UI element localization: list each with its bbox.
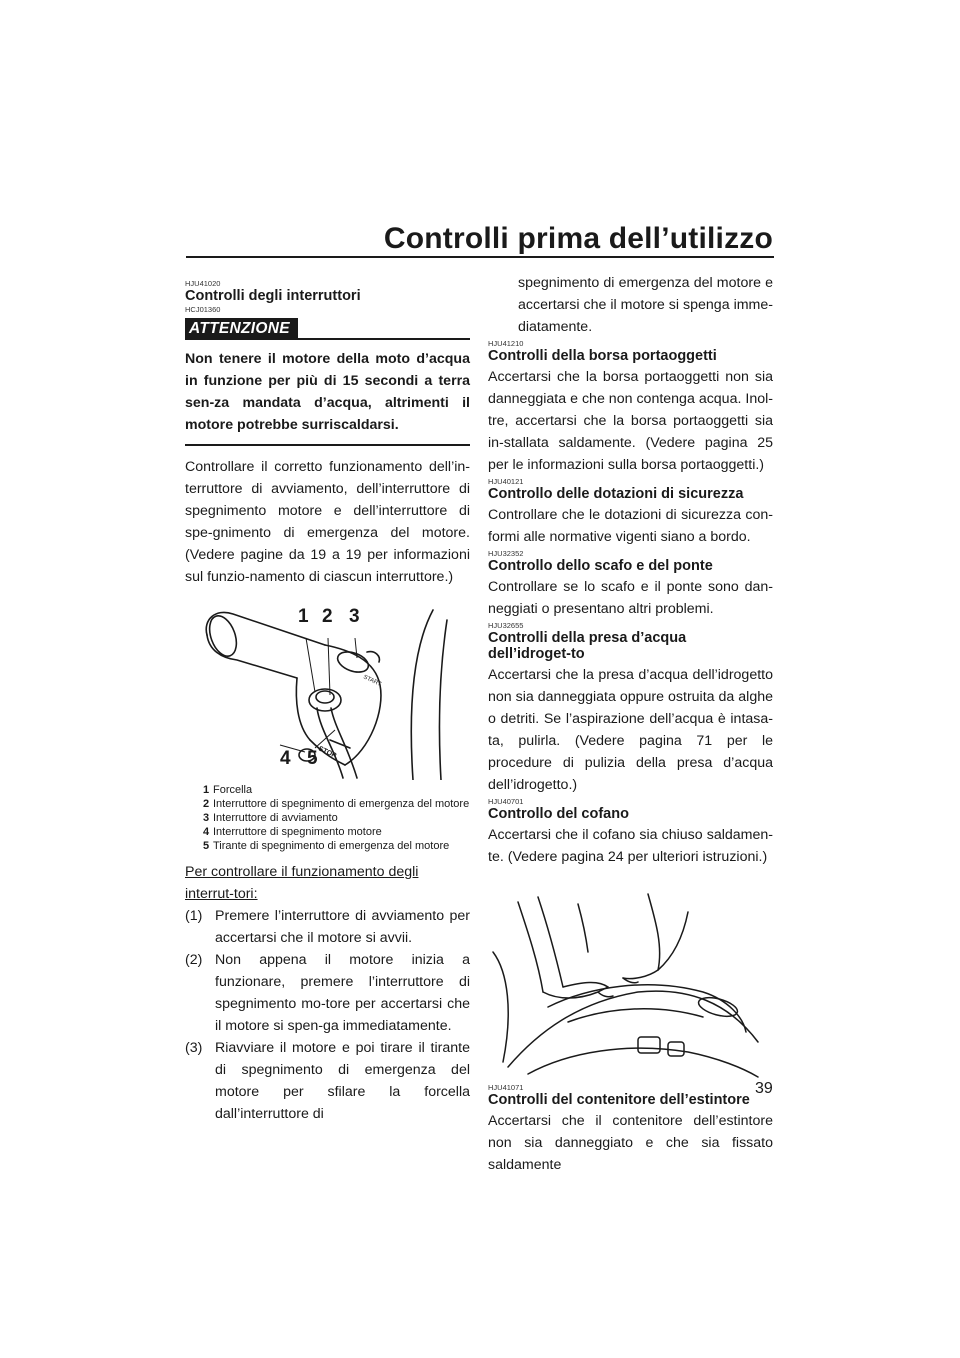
switch-check-paragraph: Controllare il corretto funzionamento dell’in-terruttore di avviamento, dell’interruttore di spegnimento motore e dell’interruttore di spe-gnimento di emergenza del motore. (Vedere pagine da 19 a 19 per informazioni sul funzio-namento di ciascun interruttore.)	[185, 459, 470, 585]
callout-2: 2	[322, 606, 333, 627]
section-jet-intake	[488, 622, 773, 796]
reference-code: HCJ01360	[185, 305, 221, 314]
section-storage	[488, 340, 773, 476]
section-heading: Controllo dello scafo e del ponte	[488, 558, 713, 574]
hood-closing-illustration	[488, 892, 773, 1082]
step-number: (3)	[185, 1040, 203, 1056]
caption-text: Tirante di spegnimento di emergenza del motore	[213, 840, 450, 852]
caption-text: Interruttore di spegnimento motore	[213, 826, 382, 838]
page-number: 39	[755, 1080, 773, 1097]
caption-item	[203, 798, 470, 811]
section-heading: Controllo del cofano	[488, 806, 629, 822]
reference-code: HJU41020	[185, 279, 221, 288]
section-hull-deck	[488, 550, 773, 620]
attention-header	[185, 318, 470, 340]
right-column	[488, 272, 773, 1176]
procedure-heading: Per controllare il funzionamento degli interrut-tori:	[185, 864, 419, 902]
procedure-step	[185, 949, 470, 1037]
caption-number: 3	[203, 812, 210, 824]
section-text: Accertarsi che la presa d’acqua dell’idrogetto non sia danneggiata oppure ostruita da alghe o detriti. Se l’aspirazione dell’acqua è intasa-ta, pulirla. (Vedere pagina 71 per le procedure di pulizia della presa d’acqua dell’idrogetto.)	[488, 667, 773, 793]
caption-item	[203, 784, 470, 797]
section-heading: Controlli della presa d’acqua dell’idroget-to	[488, 630, 687, 662]
section-heading: Controllo delle dotazioni di sicurezza	[488, 486, 744, 502]
section-text: Accertarsi che il cofano sia chiuso saldamen-te. (Vedere pagina 24 per ulteriori istruzioni.)	[488, 827, 773, 865]
section-heading: Controlli del contenitore dell’estintore	[488, 1092, 750, 1108]
reference-code: HJU40121	[488, 477, 524, 486]
left-column	[185, 278, 470, 1125]
caption-text: Interruttore di avviamento	[213, 812, 338, 824]
section-heading: Controlli della borsa portaoggetti	[488, 348, 717, 364]
step-3-continuation: spegnimento di emergenza del motore e accertarsi che il motore si spenga imme-diatamente.	[518, 275, 773, 335]
procedure-step	[185, 905, 470, 949]
section-heading-switches: Controlli degli interruttori	[185, 288, 361, 304]
figure-captions	[185, 784, 470, 853]
step-number: (2)	[185, 952, 203, 968]
page-title: Controlli prima dell’utilizzo	[383, 222, 773, 255]
callout-5: 5	[307, 748, 318, 769]
callout-1: 1	[298, 606, 309, 627]
reference-code: HJU32352	[488, 549, 524, 558]
step-text: Non appena il motore inizia a funzionare, premere l’interruttore di spegnimento mo-tore per accertarsi che il motore si spen-ga immediatamente.	[215, 952, 470, 1034]
caption-number: 1	[203, 784, 210, 796]
caption-number: 2	[203, 798, 210, 810]
callout-3: 3	[349, 606, 360, 627]
attention-rule	[297, 338, 470, 340]
section-text: Accertarsi che la borsa portaoggetti non sia danneggiata e che non contenga acqua. Inol-tre, accertarsi che la borsa portaoggetti sia in-stallata saldamente. (Vedere pagina 25 per le informazioni sulla borsa portaoggetti.)	[488, 369, 773, 473]
section-text: Controllare se lo scafo e il ponte sono dan-neggiati o presentano altri problemi.	[488, 579, 773, 617]
svg-text:STOP: STOP	[317, 745, 338, 760]
section-hood	[488, 798, 773, 868]
step-text: Riavviare il motore e poi tirare il tirante di spegnimento di emergenza del motore per sfilare la forcella dall’interruttore di	[215, 1040, 470, 1122]
caption-item	[203, 826, 470, 839]
caption-number: 4	[203, 826, 210, 838]
title-rule	[186, 256, 774, 258]
section-safety-equipment	[488, 478, 773, 548]
reference-code: HJU32655	[488, 621, 524, 630]
caption-item	[203, 812, 470, 825]
attention-label: ATTENZIONE	[185, 318, 298, 340]
caption-text: Interruttore di spegnimento di emergenza del motore	[213, 798, 470, 810]
step-number: (1)	[185, 908, 203, 924]
caption-item	[203, 840, 470, 853]
section-text: Accertarsi che il contenitore dell’estintore non sia danneggiato e che sia fissato saldamente	[488, 1113, 773, 1173]
attention-text: Non tenere il motore della moto d’acqua in funzione per più di 15 secondi a terra sen-za mandata d’acqua, altrimenti il motore potrebbe surriscaldarsi.	[185, 340, 470, 446]
hood-drawing	[488, 892, 773, 1082]
handlebar-switch-illustration	[185, 600, 470, 780]
step-text: Premere l’interruttore di avviamento per accertarsi che il motore si avvii.	[215, 908, 470, 946]
procedure-step	[185, 1037, 470, 1125]
reference-code: HJU40701	[488, 797, 524, 806]
reference-code: HJU41210	[488, 339, 524, 348]
caption-number: 5	[203, 840, 210, 852]
reference-code: HJU41071	[488, 1083, 524, 1092]
caption-text: Forcella	[213, 784, 253, 796]
section-extinguisher	[488, 1084, 773, 1176]
callout-4: 4	[280, 748, 291, 769]
section-text: Controllare che le dotazioni di sicurezza con-formi alle normative vigenti siano a bordo.	[488, 507, 773, 545]
svg-text:START: START	[362, 674, 383, 688]
